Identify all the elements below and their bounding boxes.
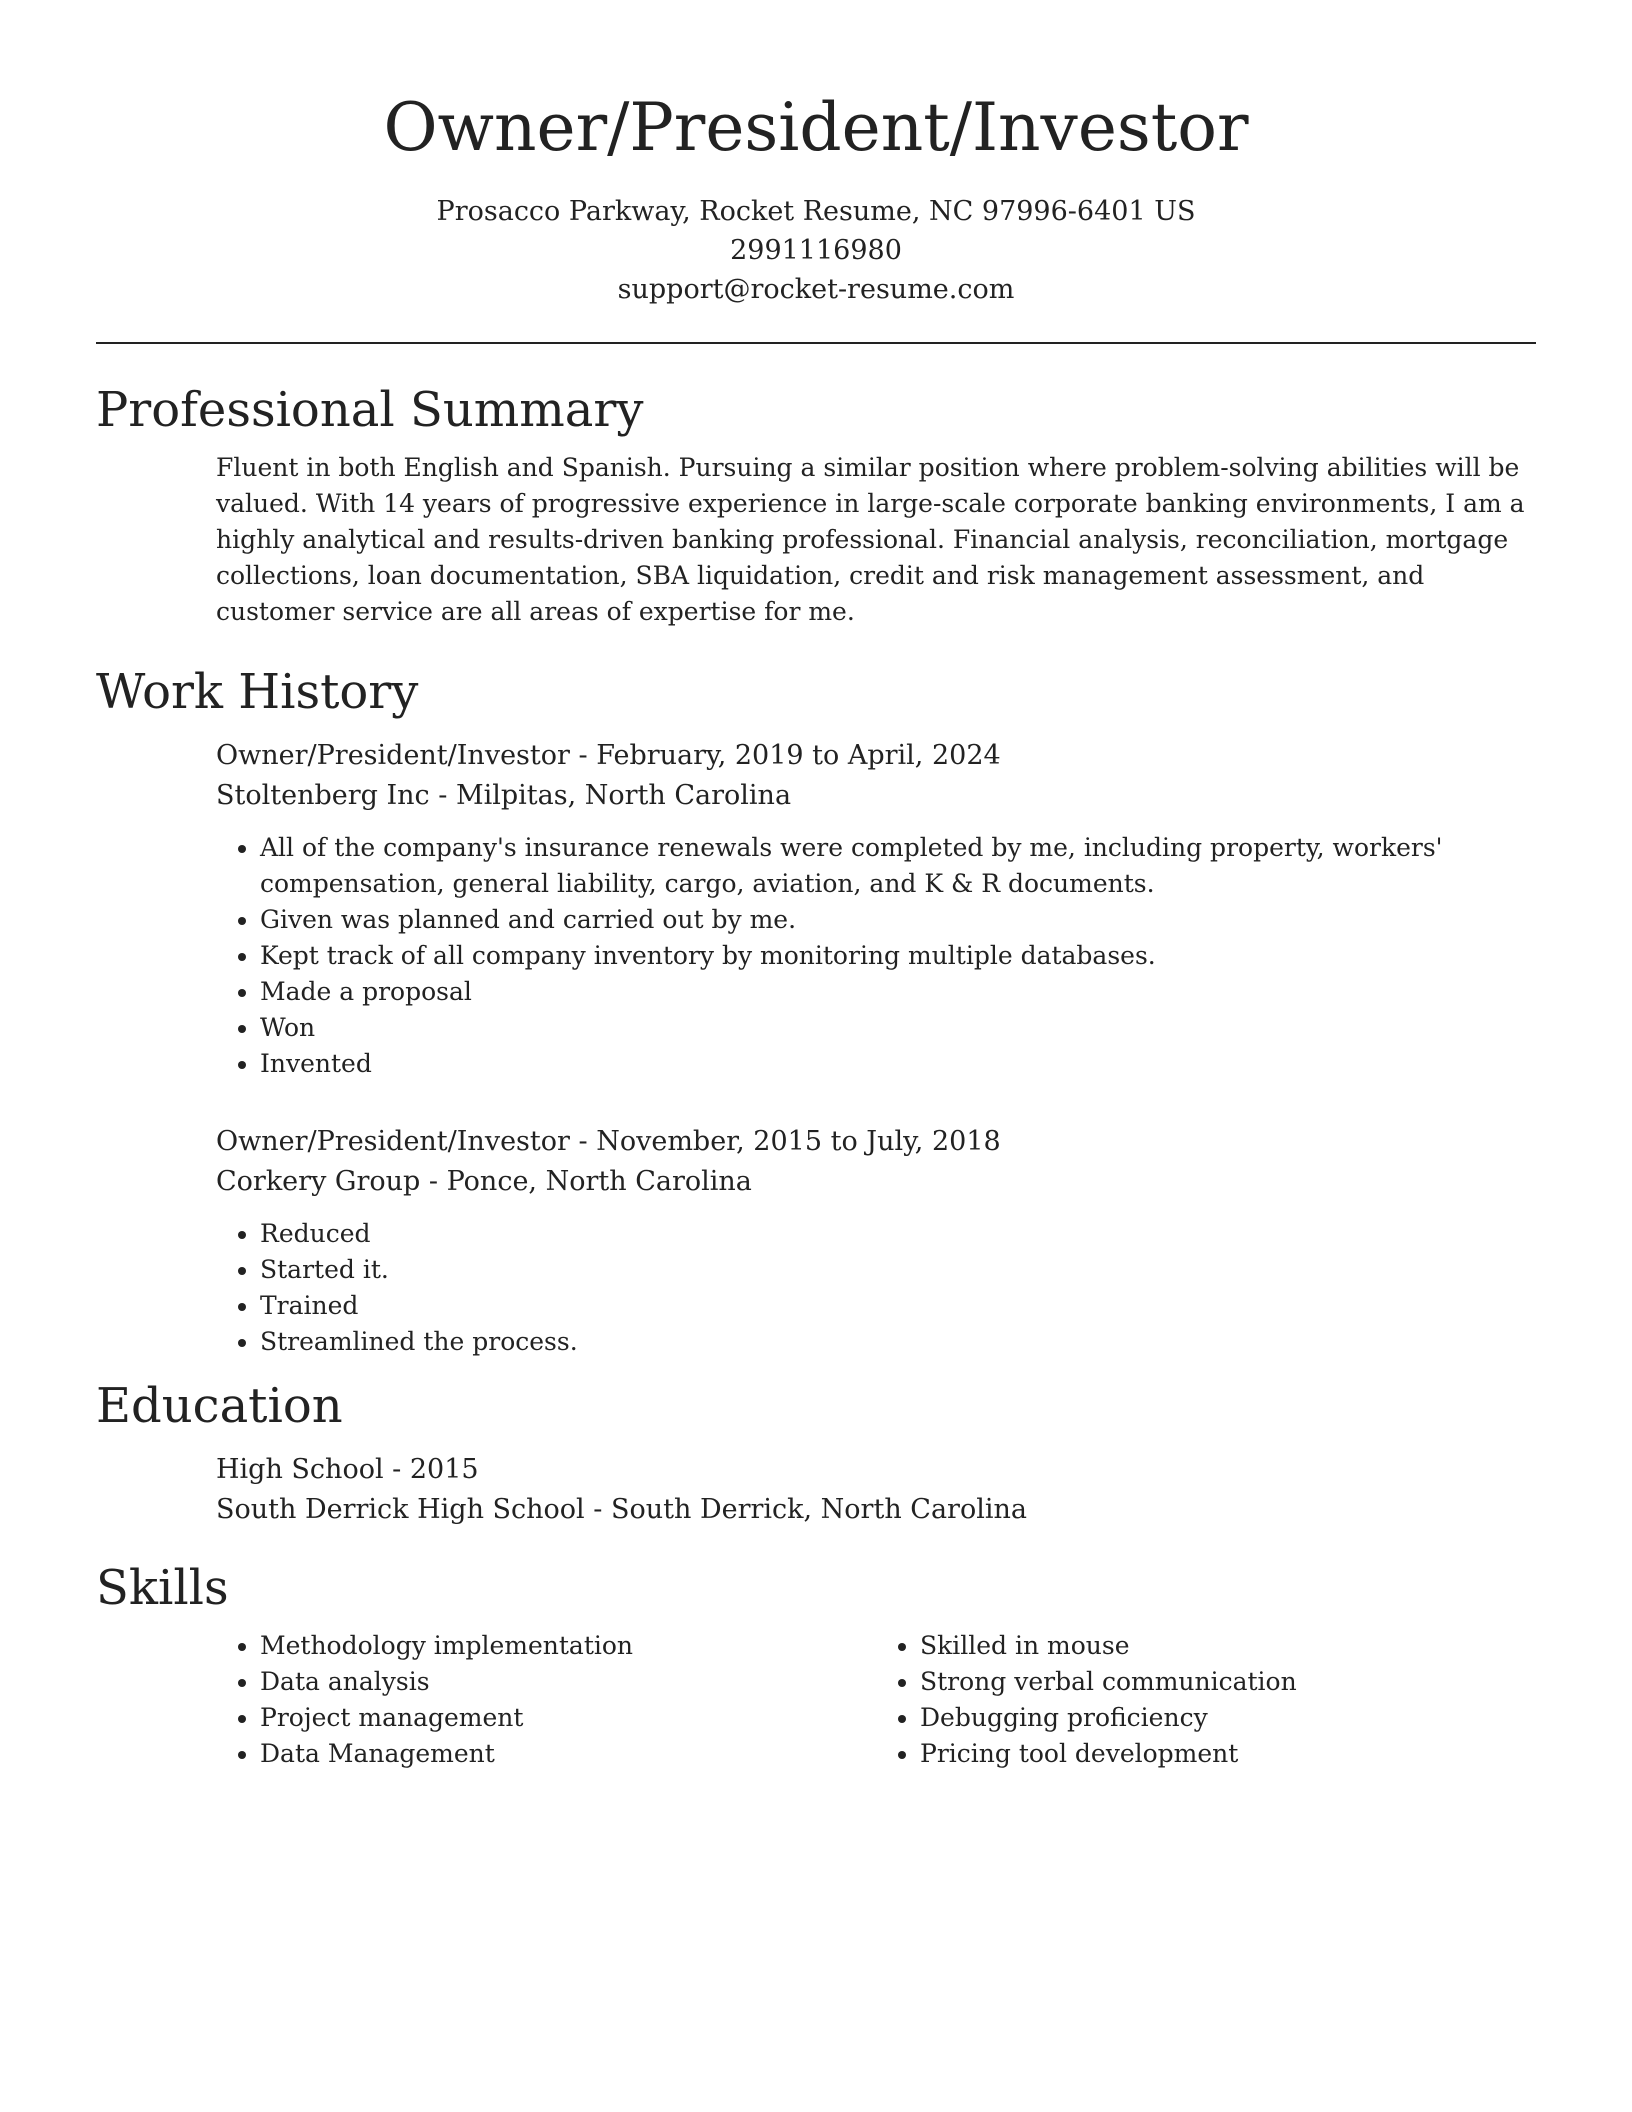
summary-section — [96, 380, 1536, 630]
job-role: Owner/President/Investor — [216, 1126, 570, 1157]
job-entry — [216, 736, 1536, 1082]
job-role: Owner/President/Investor — [216, 740, 570, 771]
skills-list-right — [876, 1628, 1536, 1772]
job-company: Corkery Group — [216, 1166, 421, 1197]
work-history-body — [216, 736, 1536, 1360]
job-bullet: • Won — [260, 1010, 1536, 1046]
job-bullet: • Streamlined the process. — [260, 1324, 1536, 1360]
education-section — [96, 1376, 1536, 1530]
candidate-name: Owner/President/Investor — [383, 89, 1249, 166]
job-title-line — [216, 1122, 1536, 1162]
education-school-line — [216, 1490, 1536, 1530]
header-divider — [96, 342, 1536, 344]
education-title: Education — [96, 1378, 343, 1434]
skill-item: • Project management — [260, 1700, 876, 1736]
skill-item: • Pricing tool development — [920, 1736, 1536, 1772]
skill-item: • Skilled in mouse — [920, 1628, 1536, 1664]
contact-phone: 2991116980 — [730, 235, 902, 266]
job-bullet: • Trained — [260, 1288, 1536, 1324]
skills-section — [96, 1558, 1536, 1772]
skills-title: Skills — [96, 1560, 229, 1616]
job-bullet: • Reduced — [260, 1216, 1536, 1252]
skills-grid — [216, 1628, 1536, 1772]
job-bullet: • Given was planned and carried out by me. — [260, 902, 1536, 938]
job-bullet: • Started it. — [260, 1252, 1536, 1288]
job-bullet-list — [216, 830, 1536, 1082]
summary-body — [216, 450, 1536, 630]
job-bullet: • Invented — [260, 1046, 1536, 1082]
education-school: South Derrick High School — [216, 1494, 585, 1525]
job-company: Stoltenberg Inc — [216, 780, 430, 811]
job-company-line — [216, 776, 1536, 816]
education-body — [216, 1450, 1536, 1530]
education-degree: High School — [216, 1454, 384, 1485]
job-bullet: • All of the company's insurance renewals were completed by me, including property, workers' compensation, general liability, cargo, aviation, and K & R documents. — [260, 830, 1536, 902]
work-history-title: Work History — [96, 664, 419, 720]
job-title-line — [216, 736, 1536, 776]
job-company-line — [216, 1162, 1536, 1202]
skill-item: • Data Management — [260, 1736, 876, 1772]
job-dates: - November, 2015 to July, 2018 — [569, 1126, 1001, 1157]
job-bullet: • Kept track of all company inventory by monitoring multiple databases. — [260, 938, 1536, 974]
work-history-section — [96, 662, 1536, 1360]
resume-header — [0, 0, 1632, 309]
skill-item: • Debugging proficiency — [920, 1700, 1536, 1736]
job-bullet-list — [216, 1216, 1536, 1360]
job-bullet: • Made a proposal — [260, 974, 1536, 1010]
contact-email: support@rocket-resume.com — [617, 274, 1015, 305]
skill-item: • Data analysis — [260, 1664, 876, 1700]
education-degree-line — [216, 1450, 1536, 1490]
skill-item: • Methodology implementation — [260, 1628, 876, 1664]
summary-title: Professional Summary — [96, 382, 644, 438]
skill-item: • Strong verbal communication — [920, 1664, 1536, 1700]
education-location: - South Derrick, North Carolina — [584, 1494, 1027, 1525]
skills-list-left — [216, 1628, 876, 1772]
contact-block — [0, 192, 1632, 309]
job-entry — [216, 1122, 1536, 1360]
contact-address: Prosacco Parkway, Rocket Resume, NC 97996-6401 US — [436, 196, 1196, 227]
education-year: - 2015 — [383, 1454, 479, 1485]
job-location: - Ponce, North Carolina — [420, 1166, 752, 1197]
skills-body — [216, 1628, 1536, 1772]
summary-text: Fluent in both English and Spanish. Pursuing a similar position where problem-solving abilities will be valued. With 14 years of progressive experience in large-scale corporate banking environments, I am a highly analytical and results-driven banking professional. Financial analysis, reconciliation, mortgage collections, loan documentation, SBA liquidation, credit and risk management assessment, and customer service are all areas of expertise for me. — [216, 453, 1525, 626]
job-dates: - February, 2019 to April, 2024 — [569, 740, 1001, 771]
job-location: - Milpitas, North Carolina — [429, 780, 792, 811]
